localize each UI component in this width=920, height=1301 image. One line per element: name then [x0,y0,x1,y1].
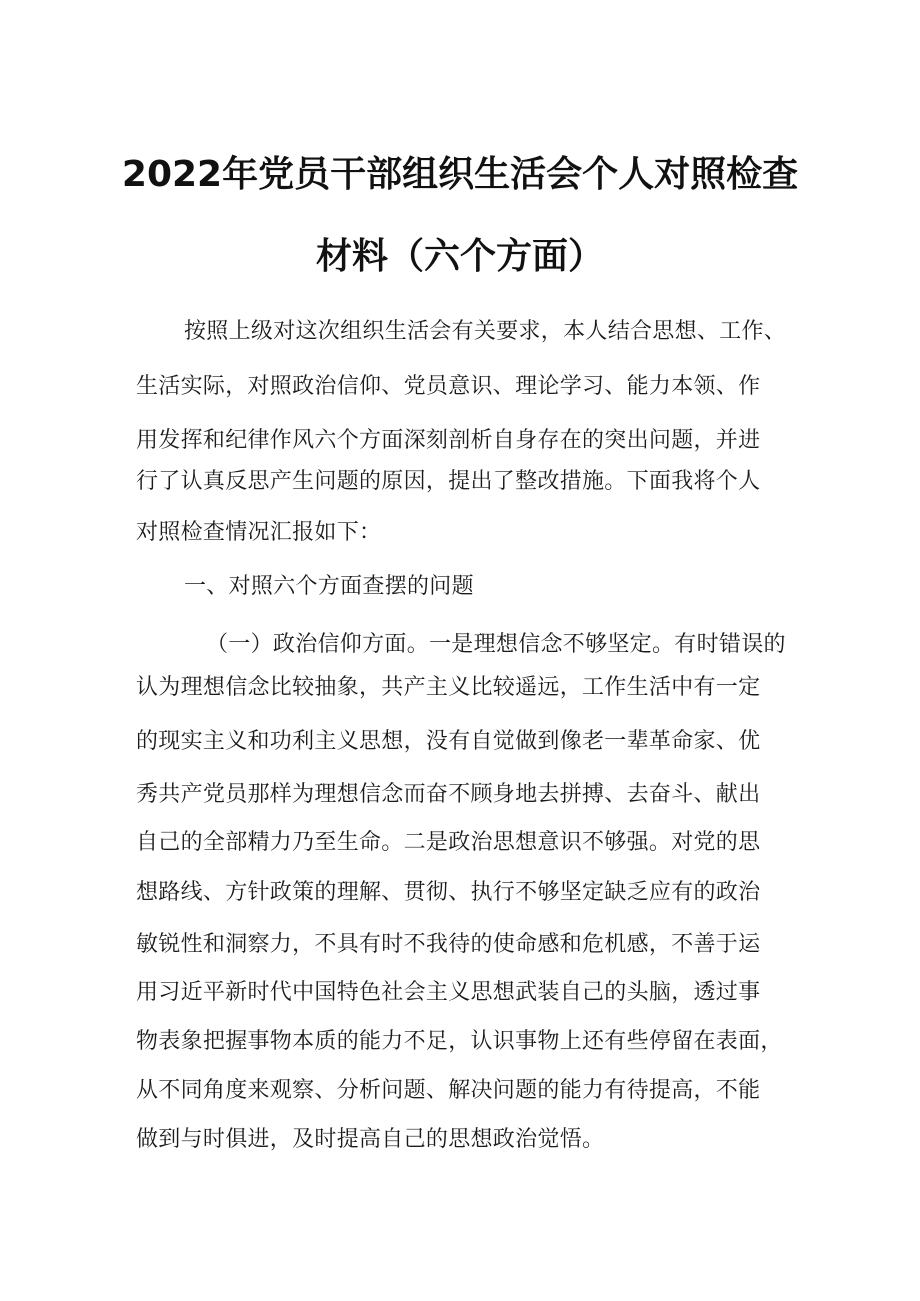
paragraph-2-line: 物表象把握事物本质的能力不足，认识事物上还有些停留在表面， [136,1029,783,1054]
document-title-line-2: 材料（六个方面） [315,236,604,277]
paragraph-2-line: 认为理想信念比较抽象，共产主义比较遥远，工作生活中有一定 [136,675,761,700]
paragraph-2-line: 的现实主义和功利主义思想，没有自觉做到像老一辈革命家、优 [136,729,761,754]
paragraph-2-line: 做到与时俱进，及时提高自己的思想政治觉悟。 [136,1127,605,1152]
paragraph-2-line: （一）政治信仰方面。一是理想信念不够坚定。有时错误的 [206,632,786,657]
paragraph-2-line: 从不同角度来观察、分析问题、解决问题的能力有待提高，不能 [136,1078,761,1103]
paragraph-1-line: 生活实际，对照政治信仰、党员意识、理论学习、能力本领、作 [136,374,761,399]
document-title-line-1: 2022年党员干部组织生活会个人对照检查 [121,154,799,195]
section-heading: 一、对照六个方面查摆的问题 [184,574,474,599]
paragraph-2-line: 自己的全部精力乃至生命。二是政治思想意识不够强。对党的思 [136,830,761,855]
paragraph-1-line: 对照检查情况汇报如下： [136,520,382,545]
paragraph-1-line: 行了认真反思产生问题的原因，提出了整改措施。下面我将个人 [136,469,761,494]
paragraph-1-line: 用发挥和纪律作风六个方面深刻剖析自身存在的突出问题，并进 [136,428,761,453]
paragraph-2-line: 想路线、方针政策的理解、贯彻、执行不够坚定缺乏应有的政治 [136,880,761,905]
paragraph-1-line: 按照上级对这次组织生活会有关要求，本人结合思想、工作、 [184,319,787,344]
paragraph-2-line: 秀共产党员那样为理想信念而奋不顾身地去拼搏、去奋斗、献出 [136,782,761,807]
paragraph-2-line: 敏锐性和洞察力，不具有时不我待的使命感和危机感，不善于运 [136,932,761,957]
paragraph-2-line: 用习近平新时代中国特色社会主义思想武装自己的头脑，透过事 [136,980,761,1005]
